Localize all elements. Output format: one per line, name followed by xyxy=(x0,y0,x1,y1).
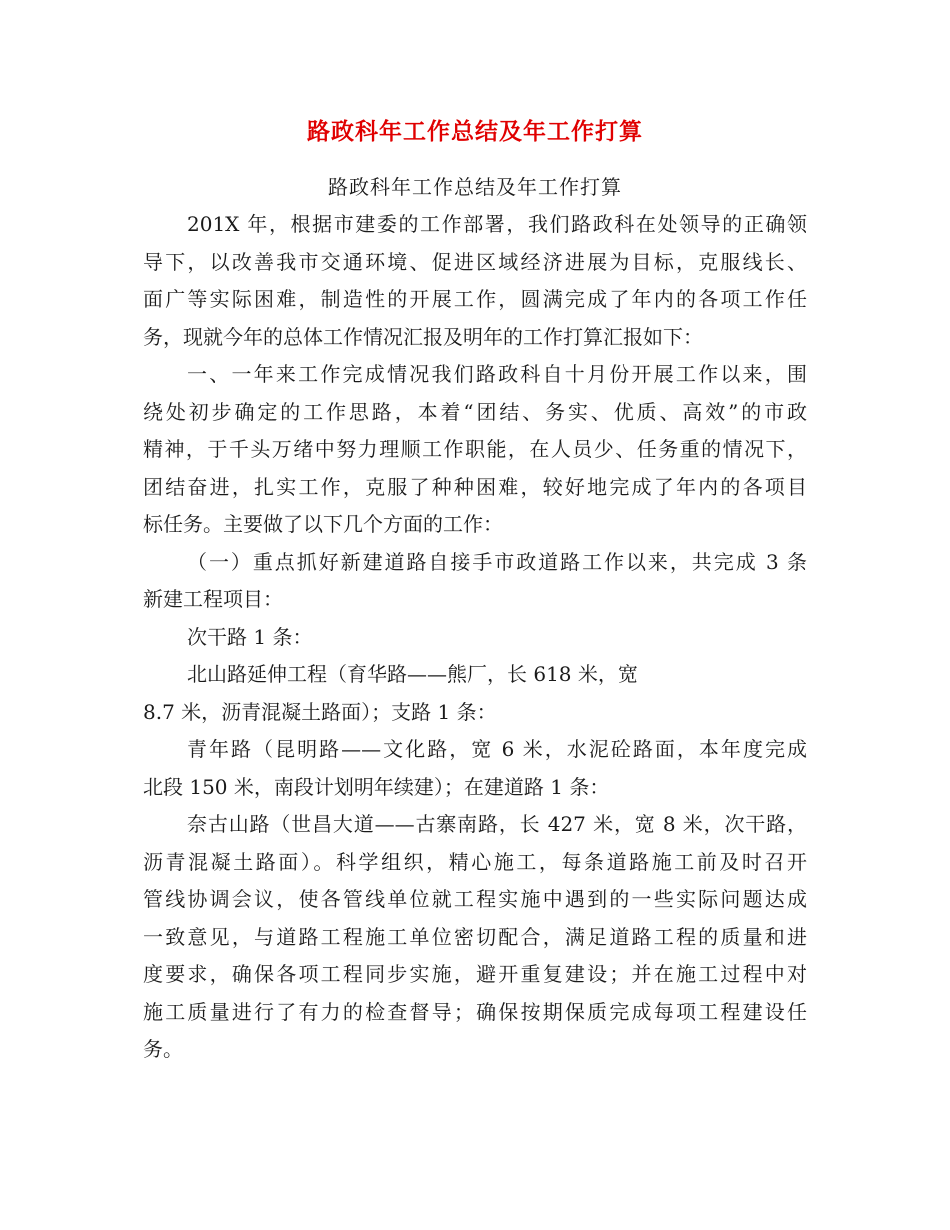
text-line: 精神，于千头万绪中努力理顺工作职能，在人员少、任务重的情况下， xyxy=(143,437,807,461)
text-line: 标任务。主要做了以下几个方面的工作： xyxy=(143,512,503,536)
text-line: 务。 xyxy=(143,1037,183,1061)
document-title: 路政科年工作总结及年工作打算 xyxy=(307,118,643,145)
text-line: 务，现就今年的总体工作情况汇报及明年的工作打算汇报如下： xyxy=(143,324,703,349)
text-line: 北山路延伸工程（育华路——熊厂，长 618 米，宽 xyxy=(187,662,638,686)
text-line: 北段 150 米，南段计划明年续建）；在建道路 1 条： xyxy=(143,774,610,799)
text-line: 导下，以改善我市交通环境、促进区域经济进展为目标，克服线长、 xyxy=(143,249,807,274)
text-line: 管线协调会议，使各管线单位就工程实施中遇到的一些实际问题达成 xyxy=(143,887,807,911)
text-line: 8.7 米，沥青混凝土路面）；支路 1 条： xyxy=(143,699,497,724)
text-line: 施工质量进行了有力的检查督导；确保按期保质完成每项工程建设任 xyxy=(143,999,807,1024)
text-line: 一、一年来工作完成情况我们路政科自十月份开展工作以来，围 xyxy=(187,362,807,386)
text-line: 绕处初步确定的工作思路，本着“团结、务实、优质、高效”的市政 xyxy=(143,399,807,424)
document-body xyxy=(143,206,807,1069)
text-line: 一致意见，与道路工程施工单位密切配合，满足道路工程的质量和进 xyxy=(143,924,807,949)
text-line: 青年路（昆明路——文化路，宽 6 米，水泥砼路面，本年度完成 xyxy=(187,737,807,761)
text-line: 团结奋进，扎实工作，克服了种种困难，较好地完成了年内的各项目 xyxy=(143,474,807,499)
text-line: （一）重点抓好新建道路自接手市政道路工作以来，共完成 3 条 xyxy=(187,549,807,574)
document-subtitle: 路政科年工作总结及年工作打算 xyxy=(328,175,622,199)
text-line: 面广等实际困难，制造性的开展工作，圆满完成了年内的各项工作任 xyxy=(143,287,807,311)
text-line: 次干路 1 条： xyxy=(187,624,313,649)
text-line: 奈古山路（世昌大道——古寨南路，长 427 米，宽 8 米，次干路， xyxy=(187,812,807,836)
text-line: 沥青混凝土路面）。科学组织，精心施工，每条道路施工前及时召开 xyxy=(143,849,807,874)
text-line: 201X 年，根据市建委的工作部署，我们路政科在处领导的正确领 xyxy=(187,212,807,236)
text-line: 新建工程项目： xyxy=(143,587,283,611)
text-line: 度要求，确保各项工程同步实施，避开重复建设；并在施工过程中对 xyxy=(143,962,807,986)
